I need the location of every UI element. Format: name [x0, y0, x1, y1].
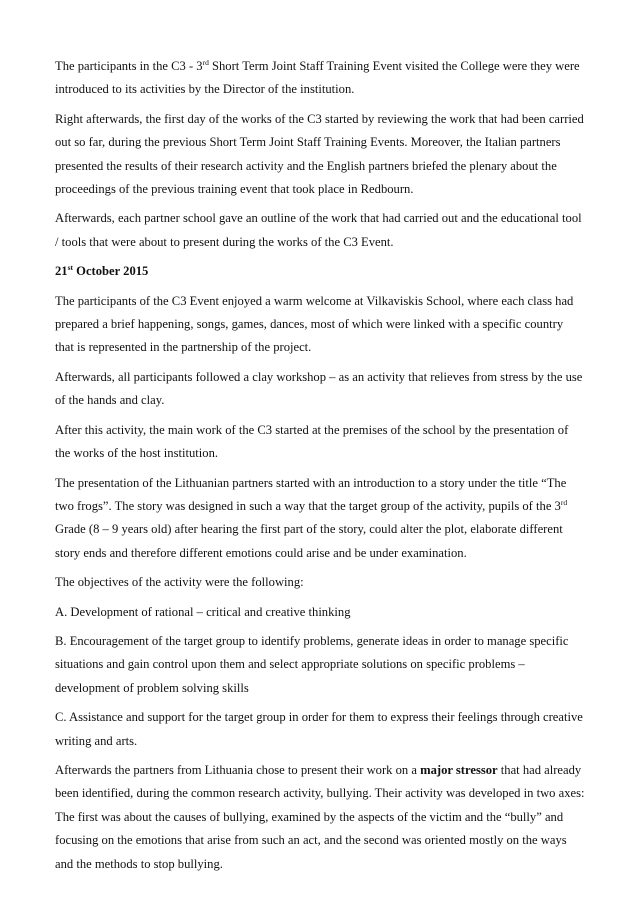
- objective-b: B. Encouragement of the target group to identify problems, generate ideas in order to manage specific situations and gain control upon them and select appropriate solutions on specific problems – development of problem solving skills: [55, 633, 569, 695]
- date-heading-month-year: October 2015: [73, 264, 149, 279]
- paragraph-bullying-text-end: that had already been identified, during the common research activity, bullying. Their activity was developed in two axes: The first was about the causes of bullying, examined by the aspects of the victim and the “bully” and focusing on the emotions that arise from such an act, and the second was oriented mostly on the ways and the methods to stop bullying.: [55, 762, 585, 871]
- objective-c: C. Assistance and support for the target group in order for them to express their feelings through creative writing and arts.: [55, 710, 583, 748]
- paragraph-intro-text-start: The participants in the C3 - 3: [55, 59, 203, 73]
- paragraph-partner-outline: Afterwards, each partner school gave an outline of the work that had carried out and the educational tool / tools that were about to present during the works of the C3 Event.: [55, 211, 582, 249]
- paragraph-welcome: The participants of the C3 Event enjoyed a warm welcome at Vilkaviskis School, where each class had prepared a brief happening, songs, games, dances, most of which were linked with a specific country that is represented in the partnership of the project.: [55, 293, 574, 355]
- ordinal-suffix: rd: [202, 58, 209, 67]
- objective-a: A. Development of rational – critical and creative thinking: [55, 604, 351, 619]
- paragraph-intro-text-end: Short Term Joint Staff Training Event visited the College were they were introduced to its activities by the Director of the institution.: [55, 59, 580, 97]
- date-heading-day: 21: [55, 264, 68, 279]
- document-page: [55, 55, 585, 882]
- paragraph-objectives-intro: The objectives of the activity were the following:: [55, 575, 304, 590]
- major-stressor-emphasis: major stressor: [420, 762, 498, 777]
- paragraph-main-work: After this activity, the main work of the C3 started at the premises of the school by the presentation of the works of the host institution.: [55, 422, 569, 461]
- paragraph-lithuanian-presentation: [55, 472, 585, 566]
- grade-ordinal: rd: [560, 497, 568, 507]
- paragraph-first-day: Right afterwards, the first day of the works of the C3 started by reviewing the work that had been carried out so far, during the previous Short Term Joint Staff Training Events. Moreover, the Italian partners presented the results of their research activity and the English partners briefed the plenary about the proceedings of the previous training event that took place in Redbourn.: [55, 111, 584, 197]
- paragraph-intro: [55, 55, 585, 102]
- paragraph-bullying-text-start: Afterwards the partners from Lithuania chose to present their work on a: [55, 762, 421, 777]
- paragraph-bullying: [55, 759, 585, 876]
- date-heading-ordinal: st: [67, 263, 74, 273]
- paragraph-clay-workshop: Afterwards, all participants followed a clay workshop – as an activity that relieves from stress by the use of the hands and clay.: [55, 369, 583, 408]
- paragraph-lithuanian-text-end: Grade (8 – 9 years old) after hearing the first part of the story, could alter the plot, elaborate different story ends and therefore different emotions could arise and be under examination.: [55, 522, 563, 560]
- date-heading: [55, 260, 585, 283]
- paragraph-lithuanian-text-start: The presentation of the Lithuanian partners started with an introduction to a story under the title “The two frogs”. The story was designed in such a way that the target group of the activity, pupils of the 3: [55, 475, 567, 513]
